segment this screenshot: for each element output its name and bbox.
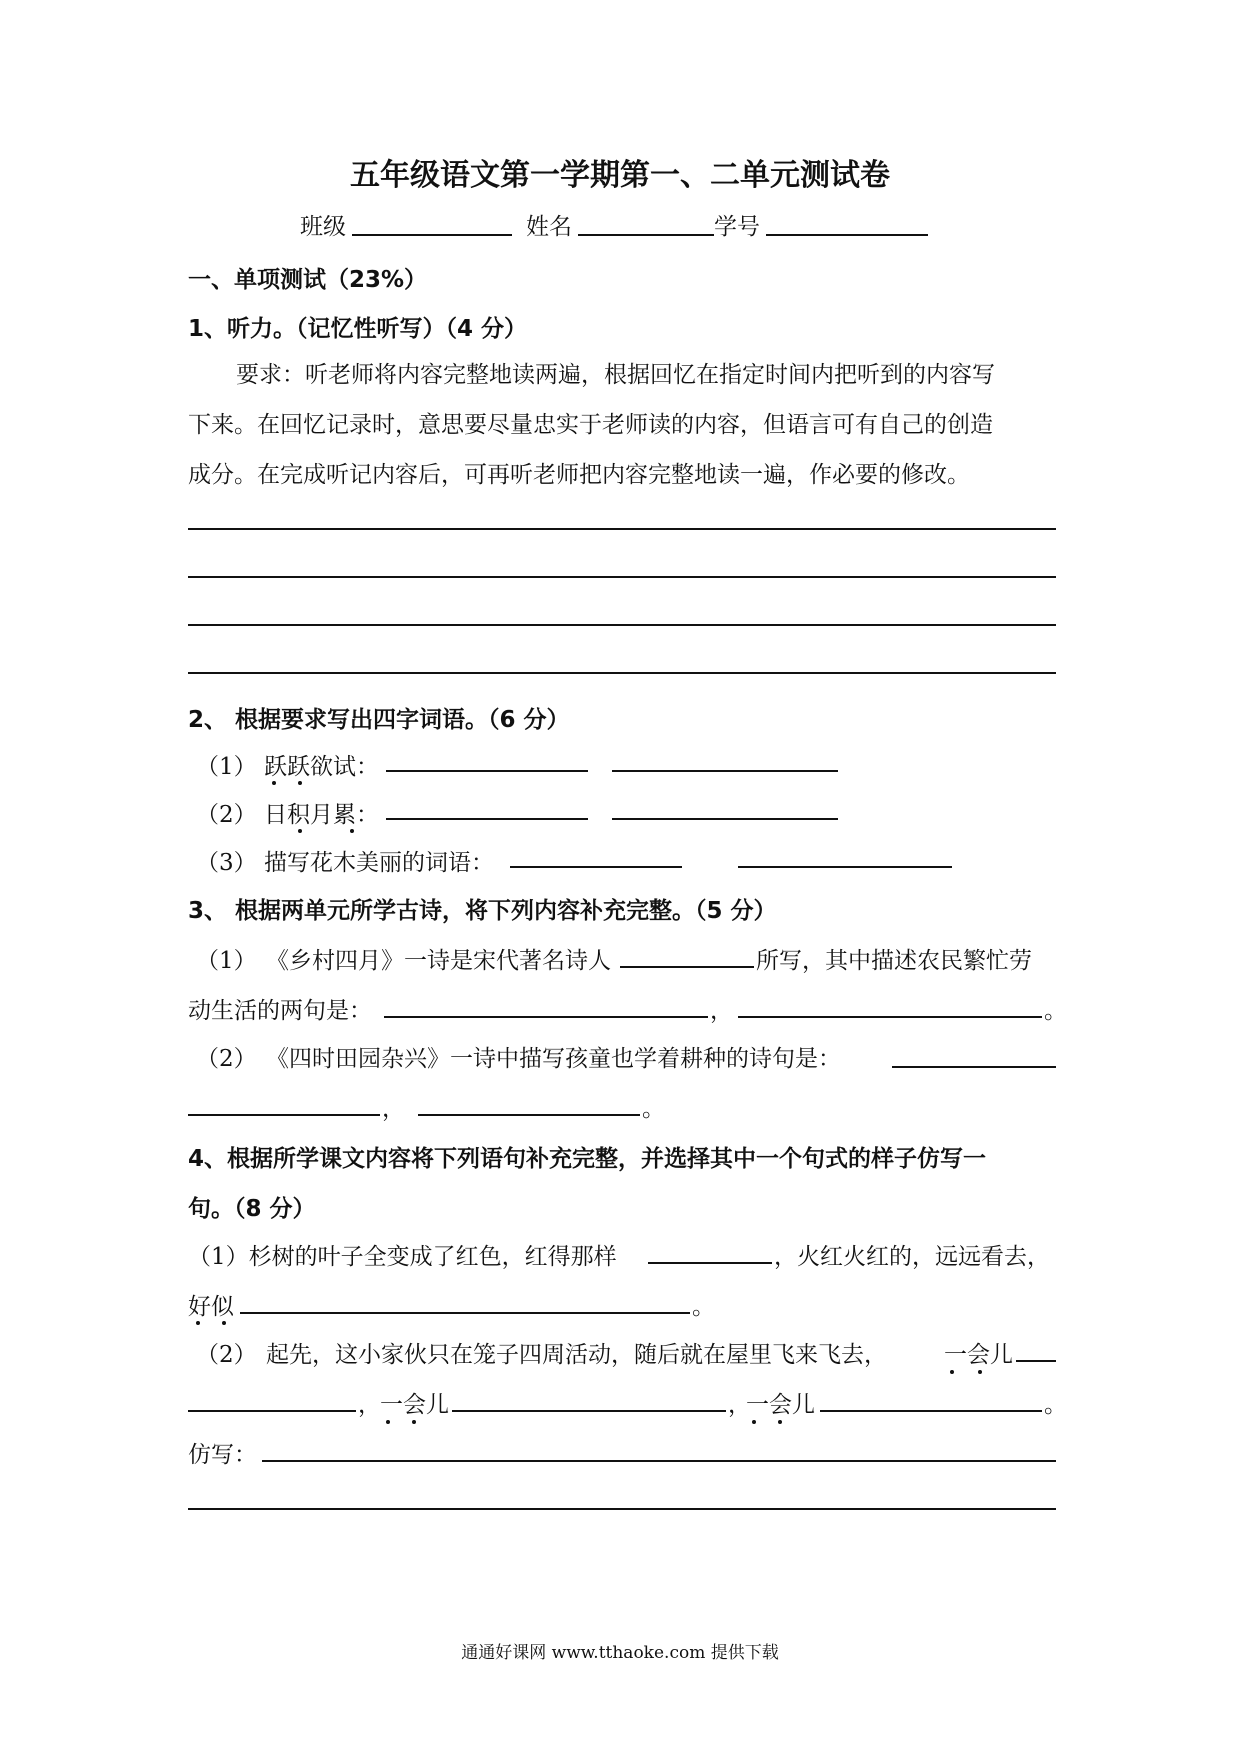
question-3-heading: 3、 根据两单元所学古诗，将下列内容补充完整。（5 分） [188, 898, 777, 924]
poem-line-blank[interactable] [418, 1114, 640, 1116]
punctuation: ， [358, 1392, 381, 1418]
imitate-blank[interactable] [262, 1460, 1056, 1462]
imitate-label: 仿写： [188, 1442, 257, 1468]
class-blank[interactable] [352, 234, 512, 236]
emphasis-dot [386, 1420, 390, 1424]
emphasis-dot [778, 1420, 782, 1424]
prompt-text: 描写花木美丽的词语： [264, 850, 494, 876]
poem-line-blank[interactable] [892, 1066, 1056, 1068]
emphasis-dot [298, 781, 302, 785]
punctuation: ， [382, 1096, 405, 1122]
emphasis-dot [978, 1370, 982, 1374]
prompt-text: 好似 [188, 1294, 234, 1320]
prompt-text: 《乡村四月》一诗是宋代著名诗人 [266, 948, 611, 974]
emphasis-dot [752, 1420, 756, 1424]
page-title: 五年级语文第一学期第一、二单元测试卷 [350, 158, 890, 193]
answer-blank[interactable] [738, 866, 952, 868]
prompt-text: （1）杉树的叶子全变成了红色，红得那样 [188, 1244, 617, 1270]
footer-credit: 通通好课网 www.tthaoke.com 提供下载 [461, 1643, 779, 1663]
answer-blank[interactable] [386, 818, 588, 820]
punctuation: ， [728, 1392, 751, 1418]
item-number: （1） [196, 754, 257, 780]
prompt-text: 动生活的两句是： [188, 998, 372, 1024]
answer-blank[interactable] [612, 818, 838, 820]
instruction-line: 要求：听老师将内容完整地读两遍，根据回忆在指定时间内把听到的内容写 [236, 362, 995, 388]
punctuation: 。 [1044, 998, 1067, 1024]
punctuation: 。 [692, 1294, 715, 1320]
class-label: 班级 [300, 214, 346, 240]
emphasis-word: 一会儿 [380, 1392, 449, 1418]
answer-blank[interactable] [452, 1410, 726, 1412]
answer-line[interactable] [188, 576, 1056, 578]
answer-blank[interactable] [1016, 1360, 1056, 1362]
question-4-heading: 4、根据所学课文内容将下列语句补充完整，并选择其中一个句式的样子仿写一 [188, 1146, 987, 1172]
emphasis-dot [412, 1420, 416, 1424]
poem-line-blank[interactable] [188, 1114, 380, 1116]
prompt-text: ，火红火红的，远远看去， [774, 1244, 1050, 1270]
name-blank[interactable] [578, 234, 714, 236]
poem-line-blank[interactable] [738, 1016, 1042, 1018]
question-4-heading: 句。（8 分） [188, 1196, 316, 1222]
emphasis-dot [222, 1321, 226, 1325]
punctuation: 。 [1044, 1392, 1067, 1418]
answer-line[interactable] [188, 528, 1056, 530]
answer-blank[interactable] [820, 1410, 1042, 1412]
emphasis-word: 一会儿 [944, 1342, 1013, 1368]
emphasis-word: 一会儿 [746, 1392, 815, 1418]
answer-blank[interactable] [510, 866, 682, 868]
prompt-text: 起先，这小家伙只在笼子四周活动，随后就在屋里飞来飞去， [266, 1342, 887, 1368]
item-number: （3） [196, 850, 257, 876]
student-number-label: 学号 [714, 214, 760, 240]
item-number: （2） [196, 1342, 257, 1368]
imitate-blank[interactable] [188, 1508, 1056, 1510]
prompt-text: 所写，其中描述农民繁忙劳 [756, 948, 1032, 974]
question-2-heading: 2、 根据要求写出四字词语。（6 分） [188, 707, 570, 733]
answer-line[interactable] [188, 672, 1056, 674]
answer-blank[interactable] [188, 1410, 356, 1412]
emphasis-dot [350, 829, 354, 833]
answer-line[interactable] [188, 624, 1056, 626]
emphasis-dot [298, 829, 302, 833]
poem-line-blank[interactable] [384, 1016, 708, 1018]
emphasis-dot [196, 1321, 200, 1325]
name-label: 姓名 [526, 214, 572, 240]
item-number: （2） [196, 802, 257, 828]
prompt-text: 跃跃欲试： [264, 754, 379, 780]
answer-blank[interactable] [240, 1312, 690, 1314]
prompt-text: 日积月累： [264, 802, 379, 828]
student-number-blank[interactable] [766, 234, 928, 236]
emphasis-dot [950, 1370, 954, 1374]
item-number: （1） [196, 948, 257, 974]
question-1-heading: 1、听力。（记忆性听写）（4 分） [188, 316, 528, 342]
instruction-line: 下来。在回忆记录时，意思要尽量忠实于老师读的内容，但语言可有自己的创造 [188, 412, 993, 438]
section-heading: 一、单项测试（23%） [188, 267, 428, 293]
instruction-line: 成分。在完成听记内容后，可再听老师把内容完整地读一遍，作必要的修改。 [188, 462, 970, 488]
prompt-text: 《四时田园杂兴》一诗中描写孩童也学着耕种的诗句是： [266, 1046, 841, 1072]
emphasis-dot [272, 781, 276, 785]
poet-blank[interactable] [620, 966, 754, 968]
punctuation: ， [710, 998, 733, 1024]
answer-blank[interactable] [386, 770, 588, 772]
punctuation: 。 [642, 1096, 665, 1122]
answer-blank[interactable] [648, 1262, 772, 1264]
answer-blank[interactable] [612, 770, 838, 772]
item-number: （2） [196, 1046, 257, 1072]
